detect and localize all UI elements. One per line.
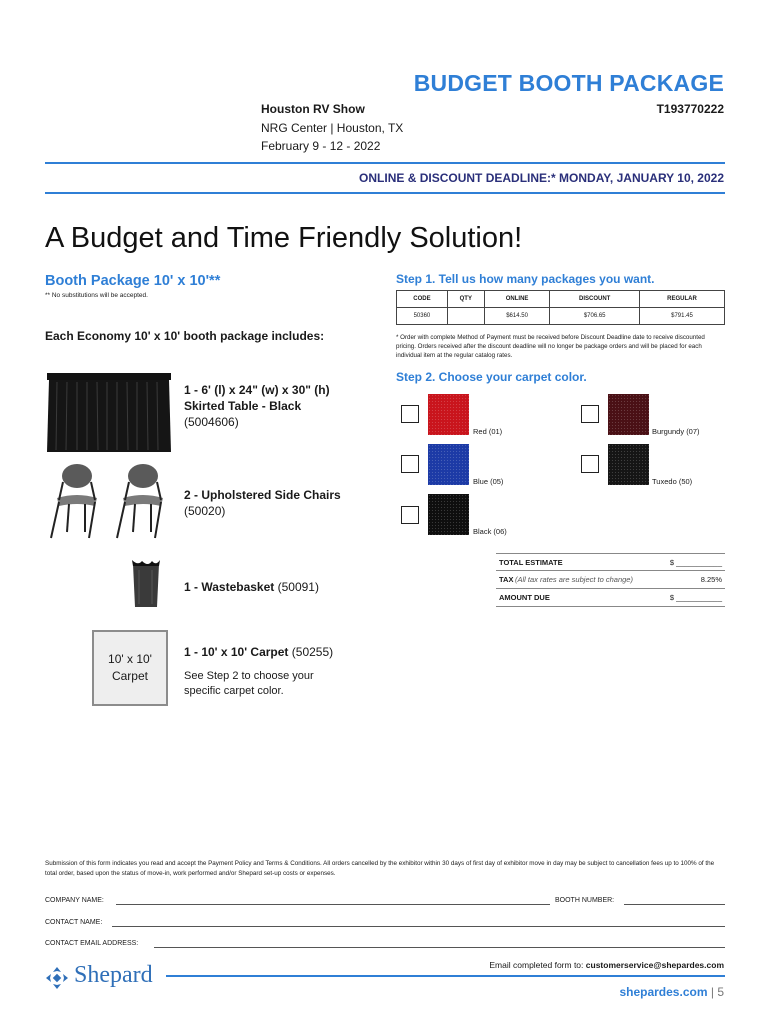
qty-input-cell[interactable] [447, 308, 484, 325]
item-carpet-note: See Step 2 to choose your specific carpet color. [184, 670, 314, 697]
deadline-footnote: * Order with complete Method of Payment must be received before Discount Deadline date to receive discounted pricing. Orders received after the discount deadline will no longer be package orders and will be placed for each individual item at the regular catalog rates. [396, 334, 705, 359]
label-red: Red (01) [473, 427, 503, 436]
item-carpet-code: (50255) [291, 645, 334, 659]
shepard-logo-icon [45, 966, 69, 990]
terms-text: Submission of this form indicates you read and accept the Payment Policy and Terms & Conditions. All orders cancelled by the exhibitor within 30 days of first day of exhibitor move in day may be subject to cancellation fees up to 100% of the total order, based upon the status of move-in, work performed and/or Shepard set-up costs or expenses. [45, 860, 715, 877]
cell-online: $614.50 [484, 308, 550, 325]
wastebasket-image [130, 558, 162, 608]
tax-note: (All tax rates are subject to change) [515, 575, 633, 584]
pricing-header-row [397, 291, 725, 308]
page-headline: A Budget and Time Friendly Solution! [45, 222, 523, 254]
checkbox-blue[interactable] [401, 455, 419, 473]
skirted-table-image [45, 370, 173, 454]
email-instructions-prefix: Email completed form to: [489, 960, 584, 970]
package-heading: Booth Package 10' x 10'** [45, 273, 221, 289]
customer-service-email-link[interactable]: customerservice@shepardes.com [585, 960, 724, 970]
item-side-chairs-code: (50020) [184, 504, 226, 518]
pricing-table [396, 290, 725, 325]
document-title: BUDGET BOOTH PACKAGE [413, 70, 724, 96]
deadline-banner: ONLINE & DISCOUNT DEADLINE:* MONDAY, JANUARY 10, 2022 [359, 171, 724, 185]
checkbox-burgundy[interactable] [581, 405, 599, 423]
col-qty: QTY [447, 291, 484, 308]
item-carpet-name: 1 - 10' x 10' Carpet [184, 645, 289, 659]
total-estimate-row [496, 553, 725, 571]
show-dates: February 9 - 12 - 2022 [261, 139, 381, 153]
company-name-field[interactable] [116, 904, 550, 905]
tax-value: 8.25% [700, 575, 722, 584]
pricing-row [397, 308, 725, 325]
carpet-placeholder [92, 630, 168, 706]
side-chairs-image [45, 462, 173, 540]
includes-heading: Each Economy 10' x 10' booth package includes: [45, 329, 325, 343]
swatch-blue [428, 444, 469, 485]
total-estimate-value[interactable]: $ ___________ [669, 558, 722, 567]
contact-name-label: CONTACT NAME: [45, 919, 103, 926]
cell-regular: $791.45 [639, 308, 724, 325]
page-number: 5 [717, 985, 724, 999]
no-substitutions-note: ** No substitutions will be accepted. [45, 292, 148, 299]
item-wastebasket-code: (50091) [277, 580, 319, 594]
amount-due-label: AMOUNT DUE [499, 593, 550, 602]
order-code: T193770222 [656, 102, 724, 116]
amount-due-value[interactable]: $ ___________ [669, 593, 722, 602]
col-online: ONLINE [484, 291, 550, 308]
contact-name-field[interactable] [112, 926, 725, 927]
tax-label: TAX [499, 575, 514, 584]
item-skirted-table-line1: 1 - 6' (l) x 24" (w) x 30" (h) [184, 383, 330, 397]
item-side-chairs [184, 487, 384, 519]
label-blue: Blue (05) [473, 477, 504, 486]
contact-email-field[interactable] [154, 947, 725, 948]
step1-heading: Step 1. Tell us how many packages you want. [396, 272, 655, 286]
item-wastebasket [184, 579, 384, 595]
checkbox-tuxedo[interactable] [581, 455, 599, 473]
item-skirted-table-line2: Skirted Table - Black [184, 399, 302, 413]
label-black: Black (06) [473, 527, 507, 536]
col-regular: REGULAR [639, 291, 724, 308]
tax-row [496, 571, 725, 589]
cell-discount: $706.65 [550, 308, 640, 325]
carpet-placeholder-line2: Carpet [111, 669, 148, 683]
shepard-logo-text: Shepard [74, 962, 153, 988]
company-name-label: COMPANY NAME: [45, 897, 104, 904]
item-wastebasket-name: 1 - Wastebasket [184, 580, 275, 594]
total-estimate-label: TOTAL ESTIMATE [499, 558, 563, 567]
carpet-placeholder-line1: 10' x 10' [108, 652, 152, 666]
checkbox-black[interactable] [401, 506, 419, 524]
show-name: Houston RV Show [261, 102, 365, 116]
venue: NRG Center | Houston, TX [261, 121, 404, 135]
checkbox-red[interactable] [401, 405, 419, 423]
item-skirted-table [184, 382, 354, 430]
booth-number-field[interactable] [624, 904, 725, 905]
cell-code: 50360 [397, 308, 448, 325]
col-discount: DISCOUNT [550, 291, 640, 308]
swatch-tuxedo [608, 444, 649, 485]
footer-divider [166, 975, 725, 977]
swatch-black [428, 494, 469, 535]
website-link[interactable]: shepardes.com [619, 985, 708, 999]
item-carpet [184, 644, 384, 660]
website-footer [619, 985, 724, 999]
item-side-chairs-name: 2 - Upholstered Side Chairs [184, 488, 341, 502]
label-tuxedo: Tuxedo (50) [652, 477, 693, 486]
label-burgundy: Burgundy (07) [652, 427, 700, 436]
page-separator: | [710, 985, 714, 999]
header-divider-top [45, 162, 725, 164]
swatch-burgundy [608, 394, 649, 435]
col-code: CODE [397, 291, 448, 308]
swatch-red [428, 394, 469, 435]
item-skirted-table-code: (5004606) [184, 415, 239, 429]
booth-number-label: BOOTH NUMBER: [555, 897, 615, 904]
contact-email-label: CONTACT EMAIL ADDRESS: [45, 940, 139, 947]
amount-due-row [496, 589, 725, 607]
step2-heading: Step 2. Choose your carpet color. [396, 370, 587, 384]
header-divider-bottom [45, 192, 725, 194]
email-instructions [489, 960, 724, 970]
